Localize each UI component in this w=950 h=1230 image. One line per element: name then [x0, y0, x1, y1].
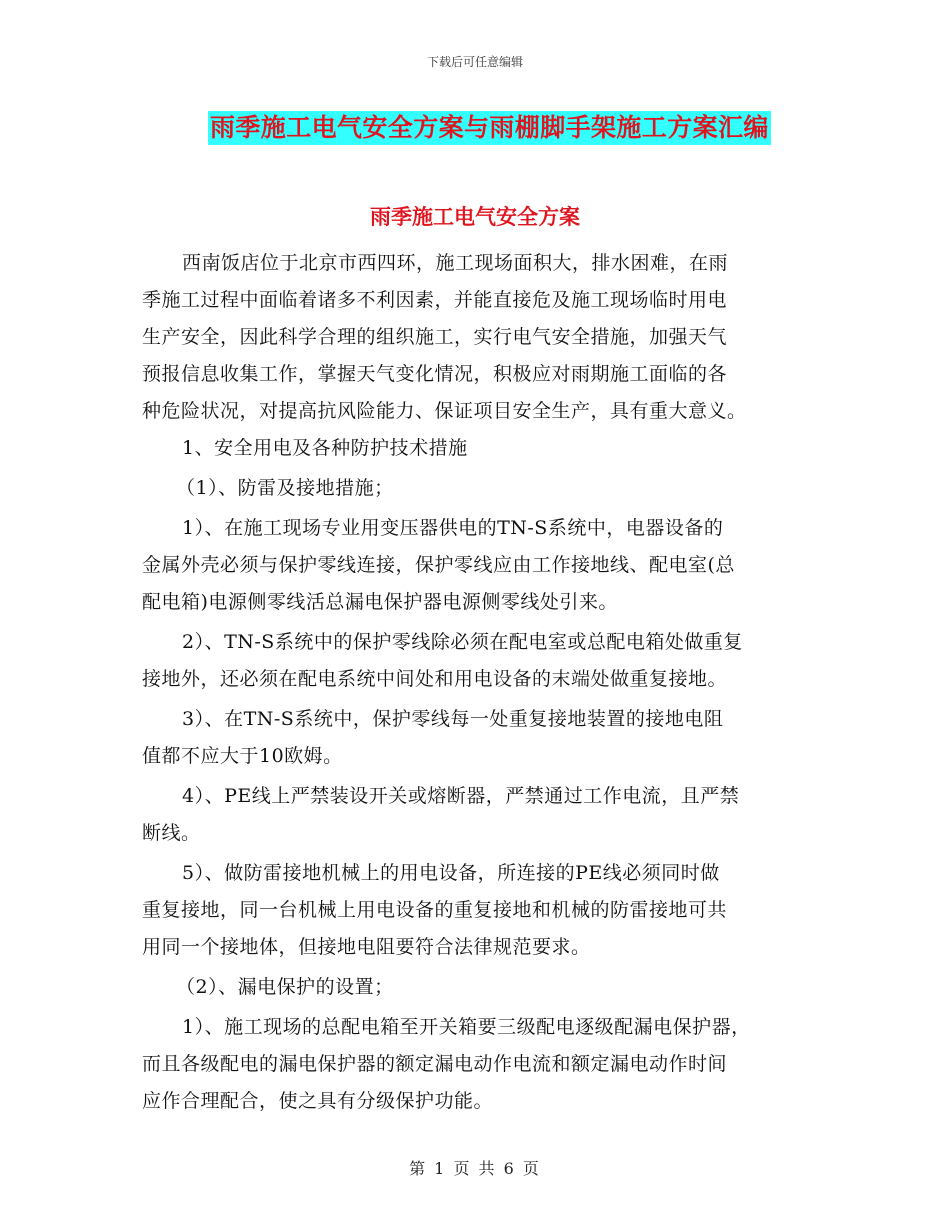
paragraph-line: 生产安全，因此科学合理的组织施工，实行电气安全措施，加强天气 — [142, 326, 728, 348]
paragraph-line: 配电箱)电源侧零线活总漏电保护器电源侧零线处引来。 — [142, 591, 618, 613]
paragraph-line: 断线。 — [142, 822, 201, 844]
paragraph-line: 季施工过程中面临着诸多不利因素，并能直接危及施工现场临时用电 — [142, 289, 728, 311]
paragraph-line: 重复接地，同一台机械上用电设备的重复接地和机械的防雷接地可共 — [142, 899, 728, 921]
subheading-leakage-protection: （2）、漏电保护的设置； — [176, 976, 394, 998]
paragraph-line: 预报信息收集工作，掌握天气变化情况，积极应对雨期施工面临的各 — [142, 363, 728, 385]
paragraph-line: 而且各级配电的漏电保护器的额定漏电动作电流和额定漏电动作时间 — [142, 1053, 728, 1075]
paragraph-line: 接地外，还必须在配电系统中间处和用电设备的末端处做重复接地。 — [142, 668, 728, 690]
document-title: 雨季施工电气安全方案与雨棚脚手架施工方案汇编 — [208, 111, 771, 145]
paragraph-line: 1）、施工现场的总配电箱至开关箱要三级配电逐级配漏电保护器， — [182, 1016, 751, 1038]
paragraph-line: 5）、做防雷接地机械上的用电设备，所连接的PE线必须同时做 — [182, 862, 720, 884]
document-body — [142, 245, 822, 1120]
paragraph-line: 1）、在施工现场专业用变压器供电的TN-S系统中，电器设备的 — [182, 517, 724, 539]
paragraph-line: 应作合理配合，使之具有分级保护功能。 — [142, 1090, 494, 1112]
paragraph-line: 4）、PE线上严禁装设开关或熔断器，严禁通过工作电流，且严禁 — [182, 785, 740, 807]
paragraph-line: 种危险状况，对提高抗风险能力、保证项目安全生产，具有重大意义。 — [142, 400, 747, 422]
paragraph-line: 西南饭店位于北京市西四环，施工现场面积大，排水困难，在雨 — [182, 252, 729, 274]
paragraph-line: 3）、在TN-S系统中，保护零线每一处重复接地装置的接地电阻 — [182, 708, 724, 730]
heading-1: 1、安全用电及各种防护技术措施 — [182, 437, 468, 459]
page-header-note: 下载后可任意编辑 — [426, 55, 523, 69]
page-footer: 第 1 页 共 6 页 — [409, 1159, 541, 1178]
paragraph-line: 金属外壳必须与保护零线连接，保护零线应由工作接地线、配电室(总 — [142, 554, 735, 576]
paragraph-line: 2）、TN-S系统中的保护零线除必须在配电室或总配电箱处做重复 — [182, 631, 743, 653]
paragraph-line: 值都不应大于10欧姆。 — [142, 745, 343, 767]
subheading-lightning-grounding: （1）、防雷及接地措施； — [176, 477, 394, 499]
section-title: 雨季施工电气安全方案 — [370, 205, 580, 229]
paragraph-line: 用同一个接地体，但接地电阻要符合法律规范要求。 — [142, 936, 591, 958]
